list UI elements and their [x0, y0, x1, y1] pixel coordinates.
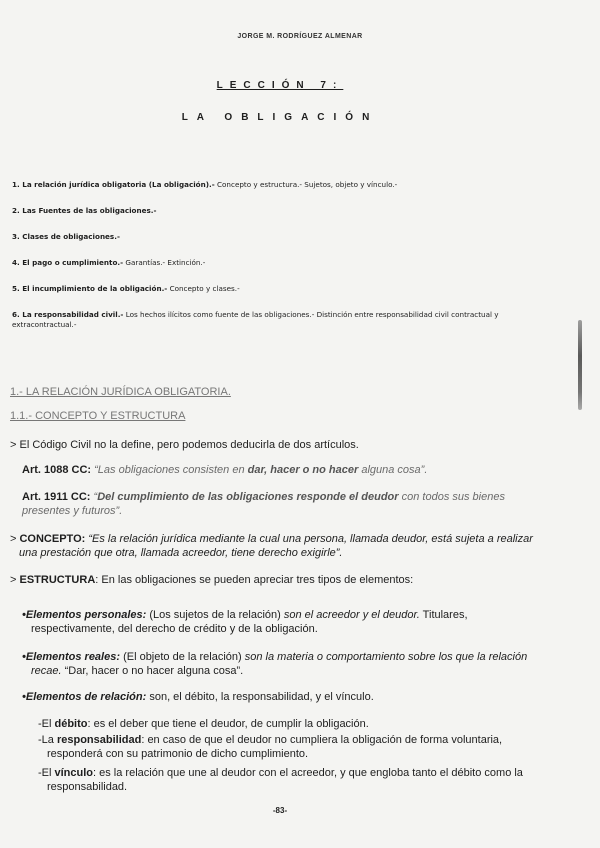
concept-label: CONCEPTO:: [19, 533, 86, 545]
toc-item: [12, 232, 540, 242]
element-text: (Los sujetos de la relación): [146, 609, 284, 621]
element-text: son el acreedor y el deudor.: [283, 609, 420, 621]
element-text: “Dar, hacer o no hacer alguna cosa”.: [61, 665, 244, 677]
item-term: vínculo: [54, 767, 94, 779]
quote-text: con todos sus bienes presentes y futuros”.: [22, 491, 505, 517]
toc-item-detail: Los hechos ilícitos como fuente de las obligaciones.- Distinción entre responsabilidad civil contractual y extracontractual.-: [12, 310, 499, 329]
toc-item: [12, 206, 540, 216]
element-text: son la materia o comportamiento sobre los que la relación recae.: [31, 651, 528, 677]
item-prefix: -El: [38, 718, 55, 730]
toc-item-detail: Concepto y clases.-: [167, 284, 240, 293]
item-text: : es la relación que une al deudor con el acreedor, y que engloba tanto el débito como la responsabilidad.: [47, 767, 523, 793]
article-1088: [22, 463, 542, 477]
lesson-number: LECCIÓN 7:: [216, 80, 344, 91]
quote-text: “: [90, 491, 98, 503]
page-number: -83-: [272, 806, 288, 815]
lesson-title: LA OBLIGACIÓN: [181, 112, 379, 123]
article-ref: Art. 1088 CC:: [22, 464, 92, 476]
toc-item-title: 3. Clases de obligaciones.-: [12, 232, 120, 241]
toc-item-title: 2. Las Fuentes de las obligaciones.-: [12, 206, 157, 215]
quote-emphasis: dar, hacer o no hacer: [247, 464, 359, 476]
structure-label: ESTRUCTURA: [19, 574, 96, 586]
toc-item-title: 4. El pago o cumplimiento.-: [12, 258, 124, 267]
concept-paragraph: [10, 532, 551, 560]
relation-elements: [22, 690, 542, 704]
quote-text: alguna cosa”.: [358, 464, 428, 476]
bond-item: [38, 766, 551, 794]
element-label: •Elementos personales:: [22, 609, 147, 621]
section-heading: 1.- LA RELACIÓN JURÍDICA OBLIGATORIA.: [10, 386, 231, 398]
toc-item: [12, 284, 540, 294]
structure-text: : En las obligaciones se pueden apreciar tres tipos de elementos:: [95, 574, 414, 586]
quote-text: “Las obligaciones consisten en: [91, 464, 248, 476]
element-text: son, el débito, la responsabilidad, y el vínculo.: [146, 691, 374, 703]
running-header: JORGE M. RODRÍGUEZ ALMENAR: [237, 33, 363, 40]
concept-text: “Es la relación jurídica mediante la cual una persona, llamada deudor, está sujeta a realizar una prestación que otra, llamada acreedor, tiene derecho exigirle”.: [19, 533, 533, 559]
toc-item-detail: Garantías.- Extinción.-: [123, 258, 206, 267]
toc-item-title: 5. El incumplimiento de la obligación.-: [12, 284, 168, 293]
intro-paragraph: > El Código Civil no la define, pero podemos deducirla de dos artículos.: [10, 439, 359, 451]
item-term: débito: [54, 718, 88, 730]
binding-mark: [578, 320, 582, 410]
article-1911: [22, 490, 542, 518]
element-label: •Elementos de relación:: [22, 691, 147, 703]
toc-item-detail: Concepto y estructura.- Sujetos, objeto y vínculo.-: [214, 180, 398, 189]
personal-elements: [22, 608, 551, 636]
table-of-contents: [12, 180, 540, 330]
real-elements: [22, 650, 551, 678]
element-text: (El objeto de la relación): [120, 651, 245, 663]
bullet-prefix: >: [10, 574, 20, 586]
structure-paragraph: [10, 573, 542, 587]
toc-item: [12, 258, 540, 268]
toc-item: [12, 310, 540, 330]
item-term: responsabilidad: [56, 734, 142, 746]
toc-item: [12, 180, 540, 190]
responsibility-item: [38, 733, 551, 761]
subsection-heading: 1.1.- CONCEPTO Y ESTRUCTURA: [10, 410, 186, 422]
item-text: : en caso de que el deudor no cumpliera la obligación de forma voluntaria, responderá con su patrimonio de dicho cumplimiento.: [47, 734, 503, 760]
element-text: Titulares, respectivamente, del derecho de crédito y de la obligación.: [31, 609, 468, 635]
toc-item-title: 6. La responsabilidad civil.-: [12, 310, 124, 319]
item-prefix: -El: [38, 767, 55, 779]
debit-item: [38, 717, 551, 731]
item-prefix: -La: [38, 734, 57, 746]
bullet-prefix: >: [10, 533, 20, 545]
toc-item-title: 1. La relación jurídica obligatoria (La obligación).-: [12, 180, 215, 189]
article-ref: Art. 1911 CC:: [22, 491, 91, 503]
quote-emphasis: Del cumplimiento de las obligaciones responde el deudor: [97, 491, 399, 503]
element-label: •Elementos reales:: [22, 651, 121, 663]
item-text: : es el deber que tiene el deudor, de cumplir la obligación.: [87, 718, 369, 730]
